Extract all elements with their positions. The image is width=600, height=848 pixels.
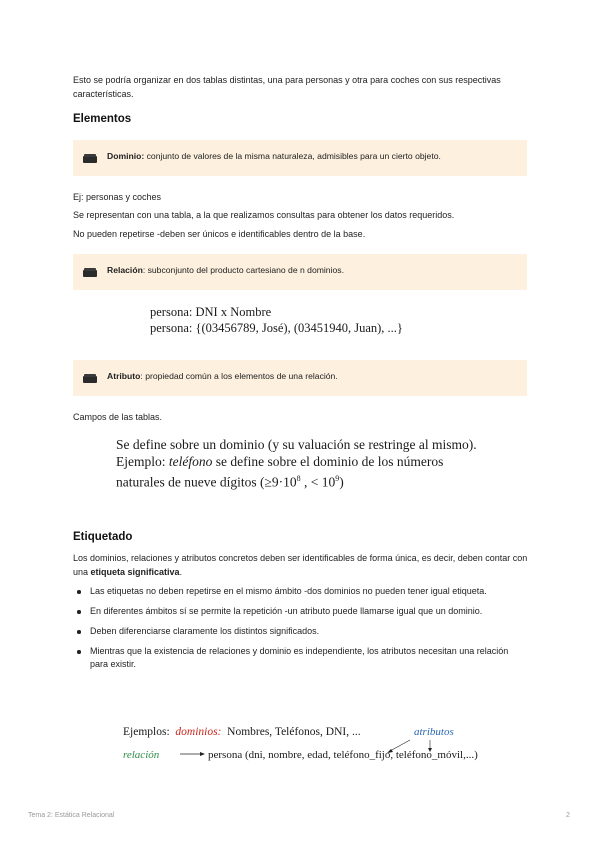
etiquetado-paragraph: Los dominios, relaciones y atributos concretos deben ser identificables de forma única, es decir, deben contar con una etiqueta significativa. (73, 553, 528, 577)
note-icon (83, 154, 97, 163)
dominio-callout (73, 140, 527, 176)
intro-paragraph: Esto se podría organizar en dos tablas distintas, una para personas y otra para coches con sus respectivas características. (73, 75, 501, 99)
etiquetado-rules-list (73, 585, 518, 678)
section-title-etiquetado: Etiquetado (73, 531, 133, 543)
page-number: 2 (566, 812, 570, 819)
campos-line: Campos de las tablas. (73, 412, 163, 422)
list-item: Las etiquetas no deben repetirse en el mismo ámbito -dos dominios no pueden tener igual etiqueta. (73, 585, 518, 598)
table-description: Se representan con una tabla, a la que realizamos consultas para obtener los datos requeridos. (73, 210, 455, 220)
list-item: Deben diferenciarse claramente los distintos significados. (73, 625, 518, 638)
dominios-label: dominios: (175, 726, 222, 738)
ejemplos-line: Ejemplos: dominios: Nombres, Teléfonos, DNI, ... (123, 726, 361, 738)
section-title-elementos: Elementos (73, 113, 132, 125)
list-item: En diferentes ámbitos sí se permite la repetición -un atributo puede llamarse igual que un dominio. (73, 605, 518, 618)
attribute-domain-explanation: Se define sobre un dominio (y su valuación se restringe al mismo). Ejemplo: teléfono se define sobre el dominio de los números naturales de nueve dígitos ($\ge 9\cdot 10^8$ , < $10^9$) (116, 437, 477, 490)
example-line: Ej: personas y coches (73, 192, 162, 202)
relacion-label: relación (123, 749, 160, 761)
list-item: Mientras que la existencia de relaciones y dominio es independiente, los atributos necesitan una relación para existir. (73, 645, 518, 671)
footer-title: Tema 2: Estática Relacional (28, 812, 115, 819)
persona-schema: persona: DNI x Nombre (150, 305, 272, 319)
atributo-definition: Atributo: propiedad común a los elementos de una relación. (107, 371, 338, 381)
dominio-definition: Dominio: conjunto de valores de la misma naturaleza, admisibles para un cierto objeto. (107, 151, 441, 161)
atributos-label: atributos (414, 726, 454, 738)
unique-rule: No pueden repetirse -deben ser únicos e identificables dentro de la base. (73, 229, 366, 239)
persona-relation-definition: persona (dni, nombre, edad, teléfono_fijo, teléfono_móvil,...) (208, 749, 478, 761)
note-icon (83, 268, 97, 277)
atributo-callout (73, 360, 527, 396)
persona-tuples: persona: {(03456789, José), (03451940, Juan), ...} (150, 321, 403, 335)
note-icon (83, 374, 97, 383)
relacion-callout (73, 254, 527, 290)
relacion-definition: Relación: subconjunto del producto cartesiano de n dominios. (107, 265, 344, 275)
